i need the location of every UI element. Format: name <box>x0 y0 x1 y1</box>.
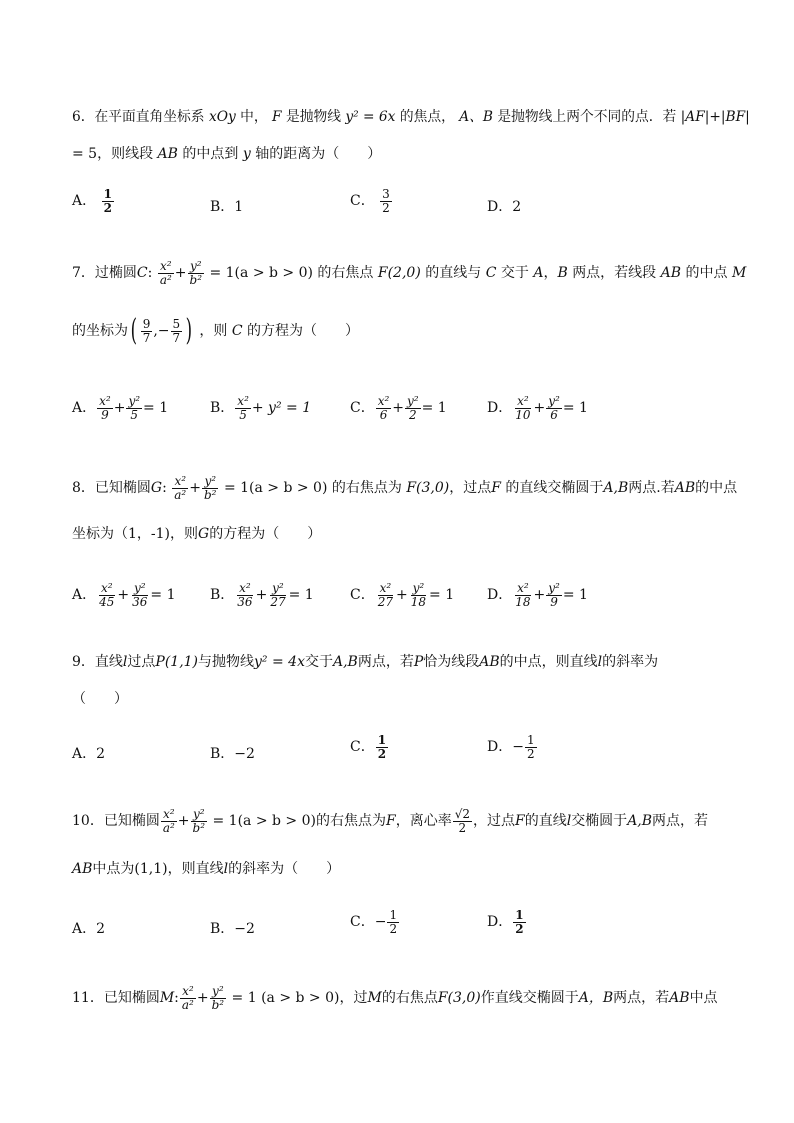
fraction: $\frac{1}{2}$ <box>515 908 524 936</box>
q7-option-c[interactable]: C． $\frac{\text{x²}}{6}$ + $\frac{\text{y²}}{2}$ = 1 <box>350 394 447 422</box>
fraction: $\frac{√2}{2}$ <box>454 807 470 835</box>
fraction: $\frac{\text{x²}}{27}$ <box>377 581 393 609</box>
fraction: $\frac{\text{y²}}{\text{b²}}$ <box>203 474 217 502</box>
q8-option-a[interactable]: A． $\frac{\text{x²}}{45}$ + $\frac{\text{y²}}{36}$ = 1 <box>72 581 176 609</box>
fraction: $\frac{1}{2}$ <box>103 187 112 215</box>
fraction: $\frac{\text{x²}}{\text{a²}}$ <box>162 807 175 835</box>
q8-option-c[interactable]: C． $\frac{\text{x²}}{27}$ + $\frac{\text{y²}}{18}$ = 1 <box>350 581 455 609</box>
fraction: $\frac{3}{2}$ <box>382 187 390 215</box>
q9-option-d[interactable]: D．− $\frac{1}{2}$ <box>487 733 535 761</box>
q10-option-c[interactable]: C．− $\frac{1}{2}$ <box>350 908 398 936</box>
fraction: $\frac{\text{x²}}{45}$ <box>99 581 115 609</box>
q11-line1: 11．已知椭圆M: $\frac{\text{x²}}{\text{a²}}$ + $\frac{\text{y²}}{\text{b²}}$ = 1 (a > b > 0)，过M的右焦点F(3,0)作直线交椭圆于A，B两点，若AB中点 <box>72 984 718 1012</box>
fraction: $\frac{\text{y²}}{5}$ <box>128 394 141 422</box>
fraction: $\frac{\text{y²}}{27}$ <box>270 581 286 609</box>
q10-option-d[interactable]: D． $\frac{1}{2}$ <box>487 908 524 936</box>
fraction: $\frac{9}{7}$ <box>142 316 151 345</box>
q6-line2: = 5，则线段 AB 的中点到 y 轴的距离为（ ） <box>72 146 382 162</box>
fraction: $\frac{\text{x²}}{\text{a²}}$ <box>181 984 194 1012</box>
fraction: $\frac{\text{y²}}{36}$ <box>132 581 148 609</box>
q10-line2: AB中点为(1,1)，则直线l的斜率为（ ） <box>72 861 341 877</box>
q9-line2: （ ） <box>72 691 128 707</box>
q7-option-b[interactable]: B． $\frac{\text{x²}}{5}$ + y² = 1 <box>210 394 312 422</box>
q8-line1: 8．已知椭圆G: $\frac{\text{x²}}{\text{a²}}$ + $\frac{\text{y²}}{\text{b²}}$ = 1(a > b > 0) 的右焦点为 F(3,0)，过点F 的直线交椭圆于A,B两点.若AB的中点 <box>72 474 738 502</box>
fraction: $\frac{\text{x²}}{10}$ <box>515 394 531 422</box>
fraction: $\frac{\text{x²}}{\text{a²}}$ <box>174 474 187 502</box>
fraction: $\frac{\text{y²}}{\text{b²}}$ <box>211 984 225 1012</box>
fraction: $\frac{\text{x²}}{6}$ <box>377 394 390 422</box>
fraction: $\frac{\text{x²}}{36}$ <box>237 581 253 609</box>
fraction: $\frac{\text{x²}}{9}$ <box>99 394 111 422</box>
fraction: $\frac{\text{x²}}{18}$ <box>515 581 531 609</box>
q6-option-a[interactable]: A． $\frac{1}{2}$ <box>72 187 112 215</box>
q10-option-a[interactable]: A．2 <box>72 921 106 937</box>
q6-option-b[interactable]: B．1 <box>210 199 244 215</box>
fraction: $\frac{\text{x²}}{5}$ <box>237 394 249 422</box>
q8-option-b[interactable]: B． $\frac{\text{x²}}{36}$ + $\frac{\text{y²}}{27}$ = 1 <box>210 581 314 609</box>
q7-line1: 7．过椭圆C: $\frac{\text{x²}}{\text{a²}}$ + $\frac{\text{y²}}{\text{b²}}$ = 1(a > b > 0) 的右焦点 F(2,0) 的直线与 C 交于 A，B 两点，若线段 AB 的中点 M <box>72 259 747 287</box>
q9-option-c[interactable]: C． $\frac{1}{2}$ <box>350 733 387 761</box>
q8-line2: 坐标为（1，-1)，则G的方程为（ ） <box>72 526 322 542</box>
fraction: $\frac{\text{y²}}{\text{b²}}$ <box>189 259 203 287</box>
q9-option-a[interactable]: A．2 <box>72 746 106 762</box>
fraction: $\frac{1}{2}$ <box>389 908 398 936</box>
q7-option-a[interactable]: A． $\frac{\text{x²}}{9}$ + $\frac{\text{y²}}{5}$ = 1 <box>72 394 169 422</box>
q10-option-b[interactable]: B．−2 <box>210 921 255 937</box>
fraction: $\frac{\text{x²}}{\text{a²}}$ <box>159 259 172 287</box>
fraction: $\frac{1}{2}$ <box>526 733 535 761</box>
fraction: $\frac{\text{y²}}{6}$ <box>548 394 560 422</box>
q10-line1: 10．已知椭圆 $\frac{\text{x²}}{\text{a²}}$ + $\frac{\text{y²}}{\text{b²}}$ = 1(a > b > 0)的右焦点为F，离心率 $\frac{√2}{2}$ ，过点F的直线l交椭圆于A,B两点，若 <box>72 807 709 835</box>
q9-line1: 9．直线l过点P(1,1)与抛物线y² = 4x交于A,B两点，若P恰为线段AB的中点，则直线l的斜率为 <box>72 654 659 670</box>
fraction: $\frac{\text{y²}}{2}$ <box>407 394 419 422</box>
q6-option-d[interactable]: D．2 <box>487 199 522 215</box>
q6-option-c[interactable]: C． $\frac{3}{2}$ <box>350 187 390 215</box>
q7-option-d[interactable]: D． $\frac{\text{x²}}{10}$ + $\frac{\text{y²}}{6}$ = 1 <box>487 394 588 422</box>
q8-option-d[interactable]: D． $\frac{\text{x²}}{18}$ + $\frac{\text{y²}}{9}$ = 1 <box>487 581 588 609</box>
q9-option-b[interactable]: B．−2 <box>210 746 255 762</box>
q7-line2: 的坐标为( $\frac{9}{7}$ ,− $\frac{5}{7}$ ) ，则 C 的方程为（ ） <box>72 313 359 348</box>
fraction: $\frac{\text{y²}}{\text{b²}}$ <box>192 807 206 835</box>
q6-line1: 6．在平面直角坐标系 xOy 中， F 是抛物线 y² = 6x 的焦点， A、B 是抛物线上两个不同的点．若 |AF|+|BF| <box>72 109 750 125</box>
fraction: $\frac{5}{7}$ <box>172 316 181 345</box>
fraction: $\frac{\text{y²}}{18}$ <box>410 581 427 609</box>
fraction: $\frac{\text{y²}}{9}$ <box>548 581 560 609</box>
fraction: $\frac{1}{2}$ <box>377 733 387 761</box>
